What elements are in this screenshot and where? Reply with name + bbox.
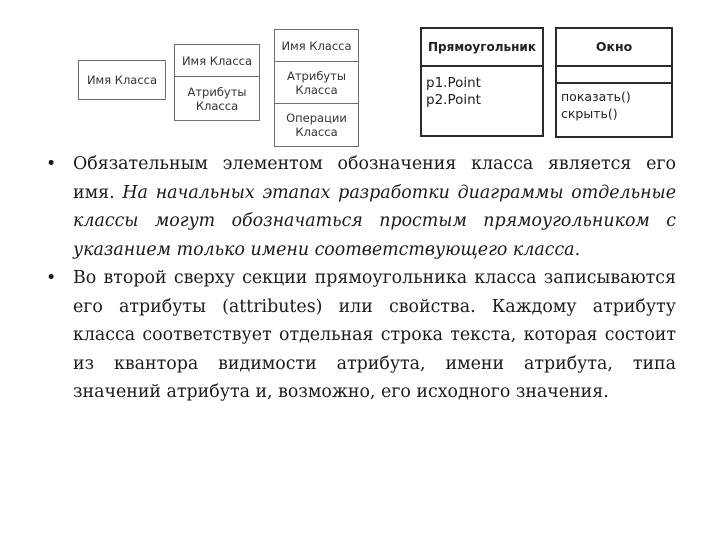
bullet-item — [46, 150, 676, 264]
class-name-section — [79, 61, 165, 99]
class-name-section — [557, 29, 671, 67]
attributes-section — [175, 77, 259, 120]
class-name: Имя Класса — [281, 38, 352, 53]
bullet-item — [46, 264, 676, 407]
class-box-name-only — [78, 60, 166, 100]
attributes-line: Класса — [195, 98, 239, 113]
class-box-full — [274, 29, 359, 147]
operations-line: Класса — [295, 125, 338, 139]
attributes-line: Атрибуты — [286, 68, 347, 83]
operations-line: показать() — [561, 89, 631, 104]
text-content — [46, 150, 676, 407]
class-name-section — [275, 30, 358, 62]
class-name: Имя Класса — [181, 53, 253, 68]
bullet-marker: • — [46, 268, 57, 288]
class-name: Имя Класса — [86, 73, 158, 87]
bullet-marker: • — [46, 154, 57, 174]
attributes-line: p2.Point — [426, 92, 481, 108]
bullet-text-italic: На начальных этапах разработки диаграммы отдельные классы могут обозначаться простым прямоугольником с указанием только имени соответствующего класса — [73, 182, 676, 260]
class-name: Прямоугольник — [428, 40, 536, 54]
operations-line: Операции — [286, 111, 347, 125]
class-box-window — [555, 27, 673, 138]
operations-section — [557, 84, 671, 136]
class-name: Окно — [595, 39, 633, 54]
class-name-section — [422, 29, 542, 67]
bullet-text-end: . — [574, 239, 581, 260]
class-name-section — [175, 45, 259, 77]
attributes-section — [275, 62, 358, 104]
attributes-section — [557, 67, 671, 84]
attributes-line: p1.Point — [426, 75, 481, 91]
bullet-text: Во второй сверху секции прямоугольника класса записываются его атрибуты (attributes) или свойства. Каждому атрибуту класса соответствует отдельная строка текста, которая состоит из квантора видимости атрибута, имени атрибута, типа значений атрибута и, возможно, его исходного значения. — [73, 268, 676, 402]
attributes-line: Атрибуты — [187, 84, 247, 99]
operations-line: скрыть() — [561, 106, 618, 121]
attributes-line: Класса — [295, 82, 338, 97]
class-box-name-attributes — [174, 44, 260, 121]
operations-section — [275, 104, 358, 146]
bullet-text: Обязательным элементом обозначения класса является его имя. — [73, 154, 676, 203]
class-box-rectangle — [420, 27, 544, 137]
attributes-section — [422, 67, 542, 135]
